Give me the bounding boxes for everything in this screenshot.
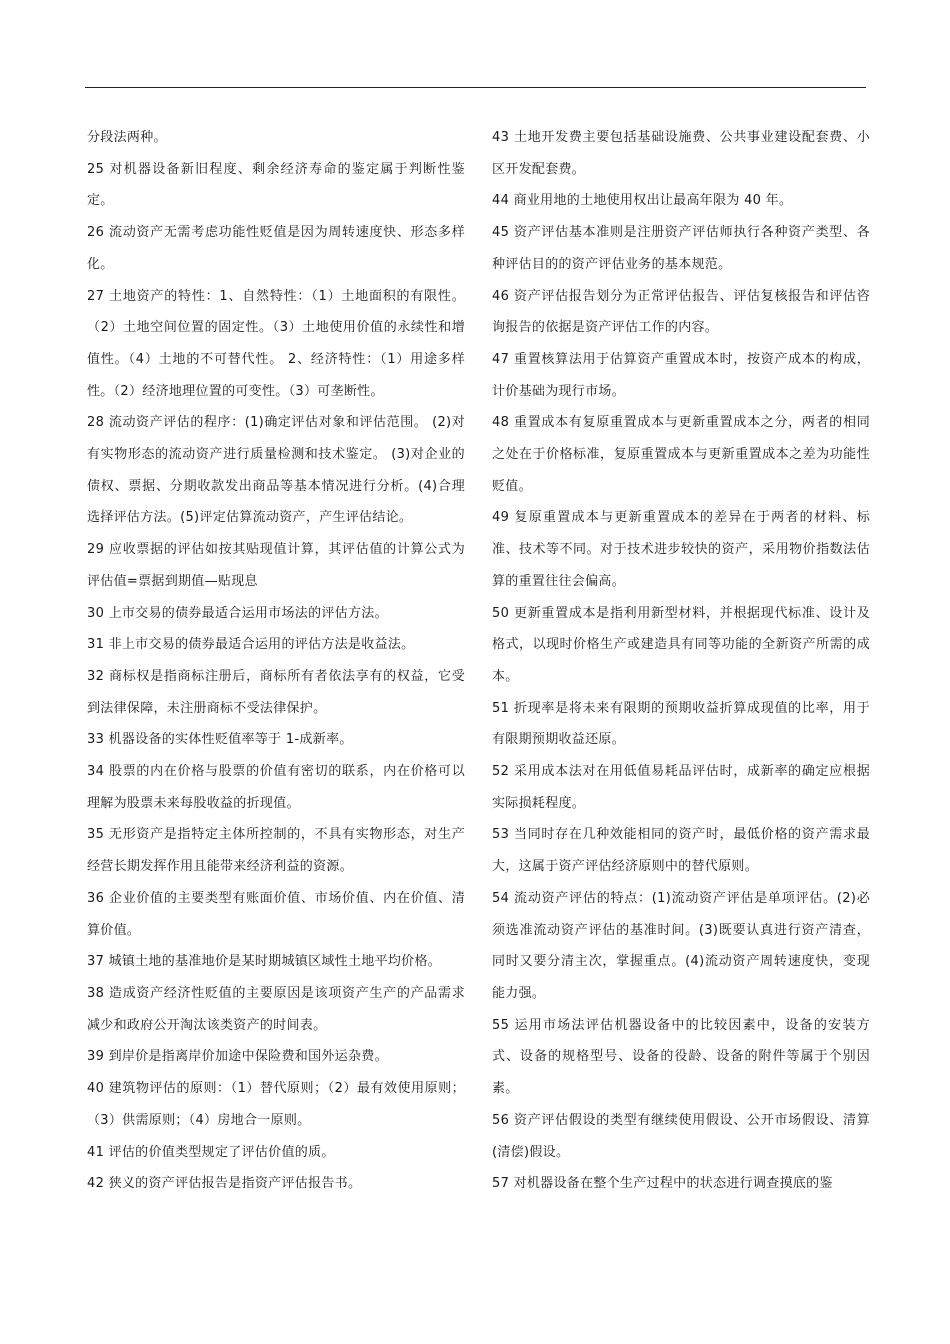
paragraph: 38 造成资产经济性贬值的主要原因是该项资产生产的产品需求减少和政府公开淘汰该类资产的时间表。 <box>87 985 465 1033</box>
paragraph: 41 评估的价值类型规定了评估价值的质。 <box>87 1144 335 1160</box>
paragraph: 33 机器设备的实体性贬值率等于 1-成新率。 <box>87 732 353 748</box>
paragraph: 37 城镇土地的基准地价是某时期城镇区域性土地平均价格。 <box>87 954 442 970</box>
paragraph: 25 对机器设备新旧程度、剩余经济寿命的鉴定属于判断性鉴定。 <box>87 161 465 209</box>
paragraph: 42 狭义的资产评估报告是指资产评估报告书。 <box>87 1176 362 1192</box>
header-rule <box>85 87 866 88</box>
paragraph: 27 土地资产的特性：1、自然特性：（1）土地面积的有限性。（2）土地空间位置的固定性。（3）土地使用价值的永续性和增值性。（4）土地的不可替代性。 2、经济特性：（1）用途多样性。（2）经济地理位置的可变性。（3）可垄断性。 <box>87 288 465 399</box>
paragraph: 36 企业价值的主要类型有账面价值、市场价值、内在价值、清算价值。 <box>87 890 465 938</box>
paragraph: 35 无形资产是指特定主体所控制的，不具有实物形态，对生产经营长期发挥作用且能带来经济利益的资源。 <box>87 827 465 875</box>
paragraph: 56 资产评估假设的类型有继续使用假设、公开市场假设、清算(清偿)假设。 <box>492 1112 870 1160</box>
paragraph: 30 上市交易的债券最适合运用市场法的评估方法。 <box>87 605 388 621</box>
paragraph: 52 采用成本法对在用低值易耗品评估时，成新率的确定应根据实际损耗程度。 <box>492 764 870 811</box>
paragraph: 50 更新重置成本是指利用新型材料，并根据现代标准、设计及格式，以现时价格生产或建造具有同等功能的全新资产所需的成本。 <box>492 605 870 684</box>
paragraph: 45 资产评估基本准则是注册资产评估师执行各种资产类型、各种评估目的的资产评估业务的基本规范。 <box>492 225 870 272</box>
paragraph: 29 应收票据的评估如按其贴现值计算，其评估值的计算公式为评估值=票据到期值—贴现息 <box>87 542 465 589</box>
paragraph: 44 商业用地的土地使用权出让最高年限为 40 年。 <box>492 193 793 209</box>
right-column <box>492 122 870 1200</box>
paragraph: 分段法两种。 <box>87 130 167 145</box>
paragraph: 54 流动资产评估的特点：(1)流动资产评估是单项评估。(2)必须选准流动资产评估的基准时间。(3)既要认真进行资产清查，同时又要分清主次，掌握重点。(4)流动资产周转速度快，变现能力强。 <box>492 890 870 1001</box>
paragraph: 32 商标权是指商标注册后，商标所有者依法享有的权益，它受到法律保障，未注册商标不受法律保护。 <box>87 668 465 716</box>
paragraph: 51 折现率是将未来有限期的预期收益折算成现值的比率，用于有限期预期收益还原。 <box>492 700 870 748</box>
paragraph: 39 到岸价是指离岸价加途中保险费和国外运杂费。 <box>87 1049 388 1065</box>
paragraph: 53 当同时存在几种效能相同的资产时，最低价格的资产需求最大，这属于资产评估经济原则中的替代原则。 <box>492 827 870 875</box>
paragraph: 34 股票的内在价格与股票的价值有密切的联系，内在价格可以理解为股票未来每股收益的折现值。 <box>87 764 465 811</box>
paragraph: 57 对机器设备在整个生产过程中的状态进行调查摸底的鉴 <box>492 1176 833 1192</box>
paragraph: 43 土地开发费主要包括基础设施费、公共事业建设配套费、小区开发配套费。 <box>492 130 870 177</box>
paragraph: 48 重置成本有复原重置成本与更新重置成本之分，两者的相同之处在于价格标准，复原重置成本与更新重置成本之差为功能性贬值。 <box>492 415 870 494</box>
left-column <box>87 122 465 1200</box>
paragraph: 46 资产评估报告划分为正常评估报告、评估复核报告和评估咨询报告的依据是资产评估工作的内容。 <box>492 288 870 336</box>
paragraph: 26 流动资产无需考虑功能性贬值是因为周转速度快、形态多样化。 <box>87 225 465 272</box>
paragraph: 31 非上市交易的债券最适合运用的评估方法是收益法。 <box>87 637 415 653</box>
paragraph: 40 建筑物评估的原则：（1）替代原则；（2）最有效使用原则；（3）供需原则；（4）房地合一原则。 <box>87 1081 465 1128</box>
paragraph: 47 重置核算法用于估算资产重置成本时，按资产成本的构成，计价基础为现行市场。 <box>492 351 870 399</box>
paragraph: 55 运用市场法评估机器设备中的比较因素中，设备的安装方式、设备的规格型号、设备的役龄、设备的附件等属于个别因素。 <box>492 1017 870 1097</box>
paragraph: 28 流动资产评估的程序：(1)确定评估对象和评估范围。 (2)对有实物形态的流动资产进行质量检测和技术鉴定。 (3)对企业的债权、票据、分期收款发出商品等基本情况进行分析。(4)合理选择评估方法。(5)评定估算流动资产，产生评估结论。 <box>87 415 465 526</box>
paragraph: 49 复原重置成本与更新重置成本的差异在于两者的材料、标准、技术等不同。对于技术进步较快的资产，采用物价指数法估算的重置往往会偏高。 <box>492 510 870 589</box>
